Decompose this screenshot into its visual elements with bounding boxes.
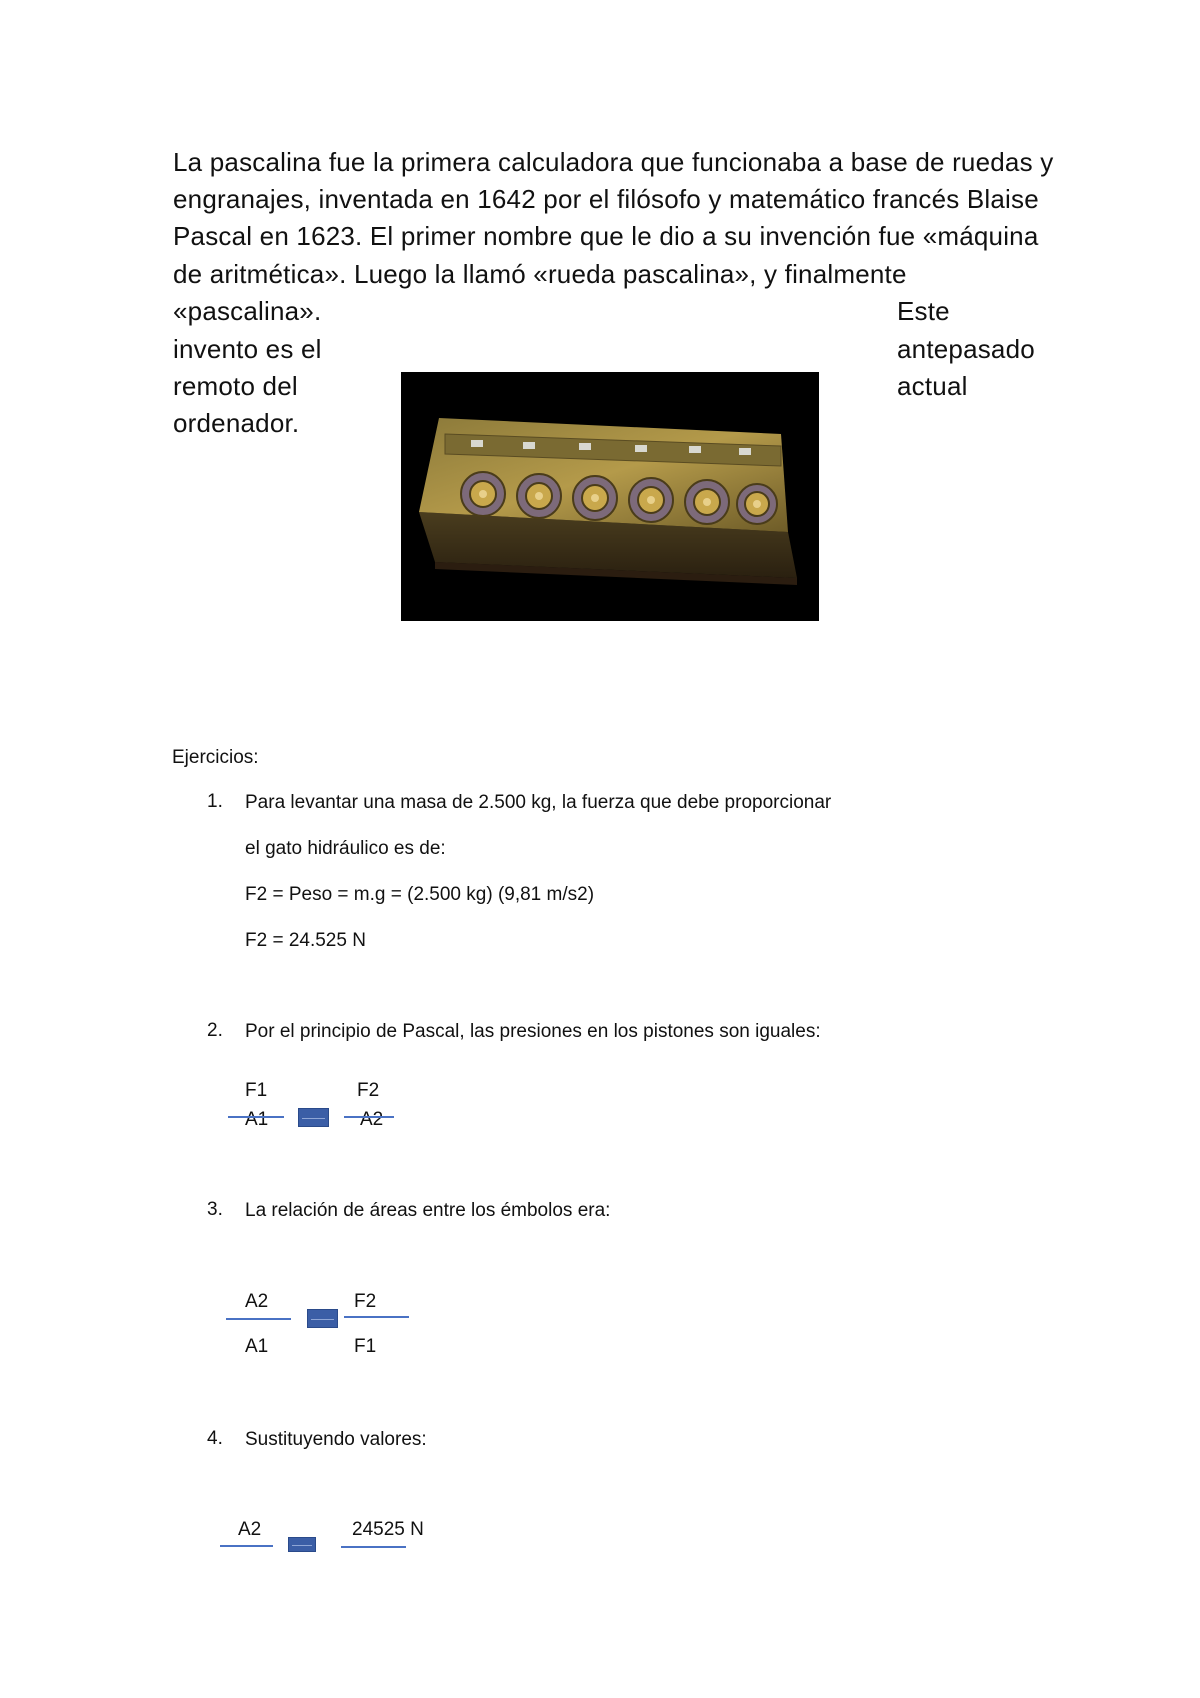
intro-left-line: remoto del bbox=[173, 371, 298, 401]
fraction-bar bbox=[344, 1316, 409, 1318]
intro-left-line: ordenador. bbox=[173, 408, 300, 438]
equals-sign bbox=[307, 1309, 338, 1328]
exercise-number: 4. bbox=[207, 1428, 223, 1449]
intro-right-line: antepasado bbox=[897, 334, 1035, 364]
intro-line: La pascalina fue la primera calculadora que funcionaba a base de ruedas y bbox=[173, 147, 1054, 177]
exercise-number: 2. bbox=[207, 1020, 223, 1041]
intro-left-line: invento es el bbox=[173, 334, 322, 364]
intro-line: engranajes, inventada en 1642 por el filósofo y matemático francés Blaise bbox=[173, 184, 1039, 214]
fraction-bar bbox=[341, 1546, 406, 1548]
exercise-text: La relación de áreas entre los émbolos era: bbox=[245, 1200, 611, 1221]
intro-right-line: actual bbox=[897, 371, 968, 401]
intro-right-line: Este bbox=[897, 296, 950, 326]
exercise-text: Por el principio de Pascal, las presiones en los pistones son iguales: bbox=[245, 1021, 821, 1042]
pascalina-illustration bbox=[401, 372, 819, 621]
equals-sign bbox=[288, 1537, 316, 1552]
fraction-denominator: F1 bbox=[354, 1336, 377, 1357]
fraction-numerator: F2 bbox=[354, 1291, 377, 1312]
fraction-bar bbox=[226, 1318, 291, 1320]
exercise-text: el gato hidráulico es de: bbox=[245, 838, 446, 859]
ejercicios-heading: Ejercicios: bbox=[172, 747, 259, 768]
fraction-denominator: A2 bbox=[360, 1109, 384, 1130]
fraction-bar bbox=[220, 1545, 273, 1547]
fraction-bar bbox=[344, 1116, 394, 1118]
intro-line: Pascal en 1623. El primer nombre que le dio a su invención fue «máquina bbox=[173, 221, 1039, 251]
fraction-denominator: A1 bbox=[245, 1109, 269, 1130]
fraction-bar bbox=[228, 1116, 284, 1118]
fraction-numerator: F1 bbox=[245, 1080, 268, 1101]
intro-left-line: «pascalina». bbox=[173, 296, 322, 326]
fraction-numerator: A2 bbox=[238, 1519, 262, 1540]
fraction-numerator: 24525 N bbox=[352, 1519, 424, 1540]
equals-sign bbox=[298, 1108, 329, 1127]
exercise-text: Sustituyendo valores: bbox=[245, 1429, 427, 1450]
pascalina-photo bbox=[401, 372, 819, 621]
fraction-numerator: F2 bbox=[357, 1080, 380, 1101]
intro-line: de aritmética». Luego la llamó «rueda pascalina», y finalmente bbox=[173, 259, 907, 289]
fraction-denominator: A1 bbox=[245, 1336, 269, 1357]
exercise-number: 3. bbox=[207, 1199, 223, 1220]
exercise-result: F2 = 24.525 N bbox=[245, 930, 366, 951]
exercise-number: 1. bbox=[207, 791, 223, 812]
exercise-formula: F2 = Peso = m.g = (2.500 kg) (9,81 m/s2) bbox=[245, 884, 595, 905]
fraction-numerator: A2 bbox=[245, 1291, 269, 1312]
exercise-text: Para levantar una masa de 2.500 kg, la fuerza que debe proporcionar bbox=[245, 792, 832, 813]
